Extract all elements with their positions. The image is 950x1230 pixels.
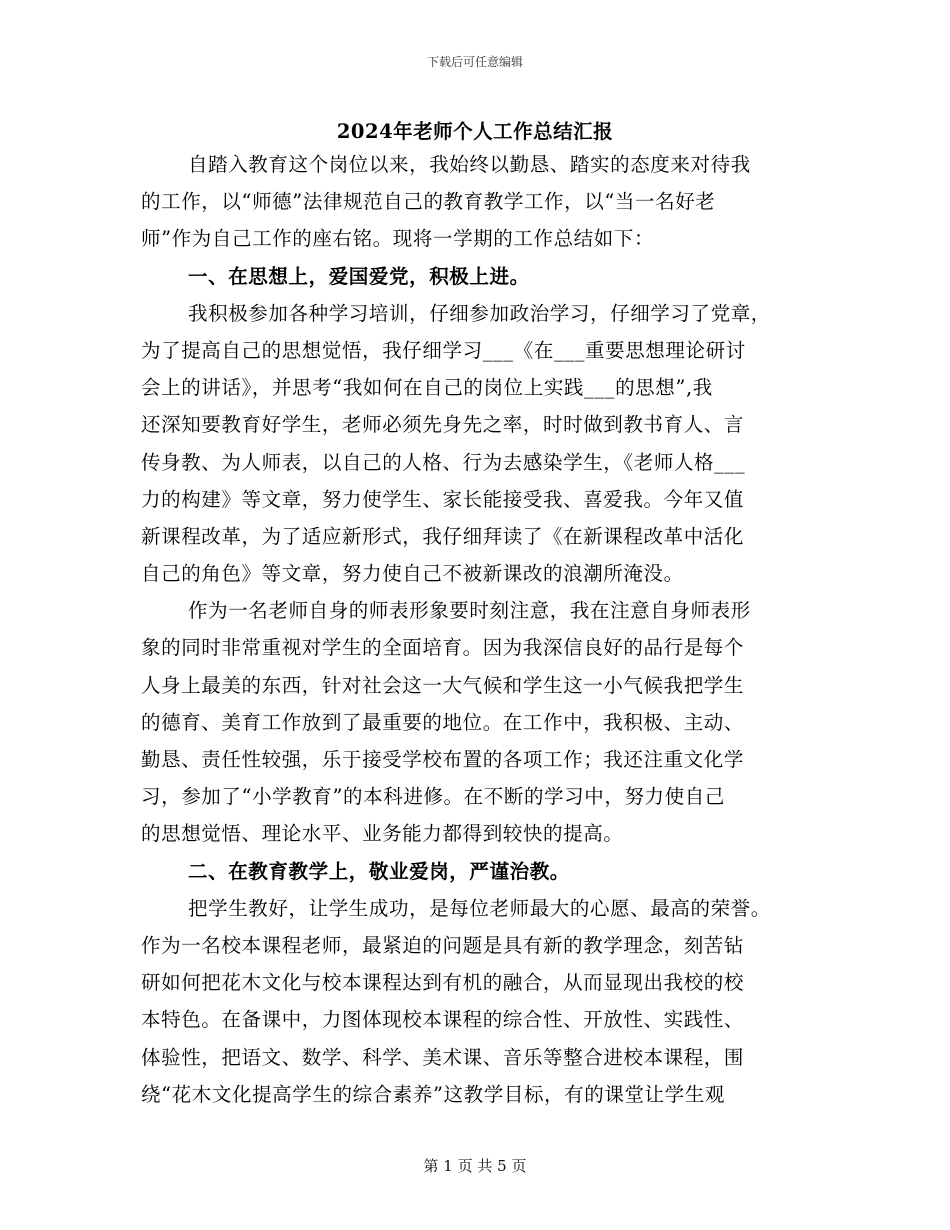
body-line: 人身上最美的东西，针对社会这一大气候和学生这一小气候我把学生: [141, 673, 745, 697]
body-line: 会上的讲话》，并思考“我如何在自己的岗位上实践___的思想”,我: [141, 376, 713, 400]
body-line: 为了提高自己的思想觉悟，我仔细学习___《在___重要思想理论研讨: [141, 338, 746, 362]
body-line: 把学生教好，让学生成功，是每位老师最大的心愿、最高的荣誉。: [188, 896, 771, 920]
body-line: 还深知要教育好学生，老师必须先身先之率，时时做到教书育人、言: [141, 413, 745, 437]
body-line: 师”作为自己工作的座右铭。现将一学期的工作总结如下：: [141, 227, 655, 251]
body-line: 研如何把花木文化与校本课程达到有机的融合，从而显现出我校的校: [141, 971, 745, 995]
document-body: [141, 146, 809, 1113]
body-line: 绕“花木文化提高学生的综合素养”这教学目标，有的课堂让学生观: [141, 1082, 725, 1106]
body-line: 力的构建》等文章，努力使学生、家长能接受我、喜爱我。今年又值: [141, 487, 745, 511]
body-line: 自己的角色》等文章，努力使自己不被新课改的浪潮所淹没。: [141, 562, 684, 586]
body-line: 的思想觉悟、理论水平、业务能力都得到较快的提高。: [141, 822, 624, 846]
body-line: 习，参加了“小学教育”的本科进修。在不断的学习中，努力使自己: [141, 785, 725, 809]
body-line: 体验性，把语文、数学、科学、美术课、音乐等整合进校本课程，围: [141, 1045, 745, 1069]
body-line: 勤恳、责任性较强，乐于接受学校布置的各项工作；我还注重文化学: [141, 748, 745, 771]
body-line: 的德育、美育工作放到了最重要的地位。在工作中，我积极、主动、: [141, 710, 745, 734]
body-line: 的工作，以“师德”法律规范自己的教育教学工作，以“当一名好老: [141, 190, 716, 214]
body-line: 象的同时非常重视对学生的全面培育。因为我深信良好的品行是每个: [141, 636, 745, 660]
body-line: 作为一名老师自身的师表形象要时刻注意，我在注意自身师表形: [188, 599, 751, 623]
page-number-footer: 第 1 页 共 5 页: [423, 1157, 527, 1175]
body-line: 新课程改革，为了适应新形式，我仔细拜读了《在新课程改革中活化: [141, 524, 745, 548]
header-note: 下载后可任意编辑: [426, 55, 523, 69]
body-line: 我积极参加各种学习培训，仔细参加政治学习，仔细学习了党章，: [188, 301, 771, 325]
body-line: 传身教、为人师表，以自己的人格、行为去感染学生，《老师人格___: [141, 450, 746, 474]
document-title: 2024年老师个人工作总结汇报: [336, 120, 614, 143]
body-line: 作为一名校本课程老师，最紧迫的问题是具有新的教学理念，刻苦钻: [141, 933, 745, 957]
section-heading: 二、在教育教学上，敬业爱岗，严谨治教。: [188, 859, 570, 883]
body-line: 自踏入教育这个岗位以来，我始终以勤恳、踏实的态度来对待我: [188, 153, 751, 176]
body-line: 本特色。在备课中，力图体现校本课程的综合性、开放性、实践性、: [141, 1008, 745, 1032]
section-heading: 一、在思想上，爱国爱党，积极上进。: [188, 264, 530, 288]
